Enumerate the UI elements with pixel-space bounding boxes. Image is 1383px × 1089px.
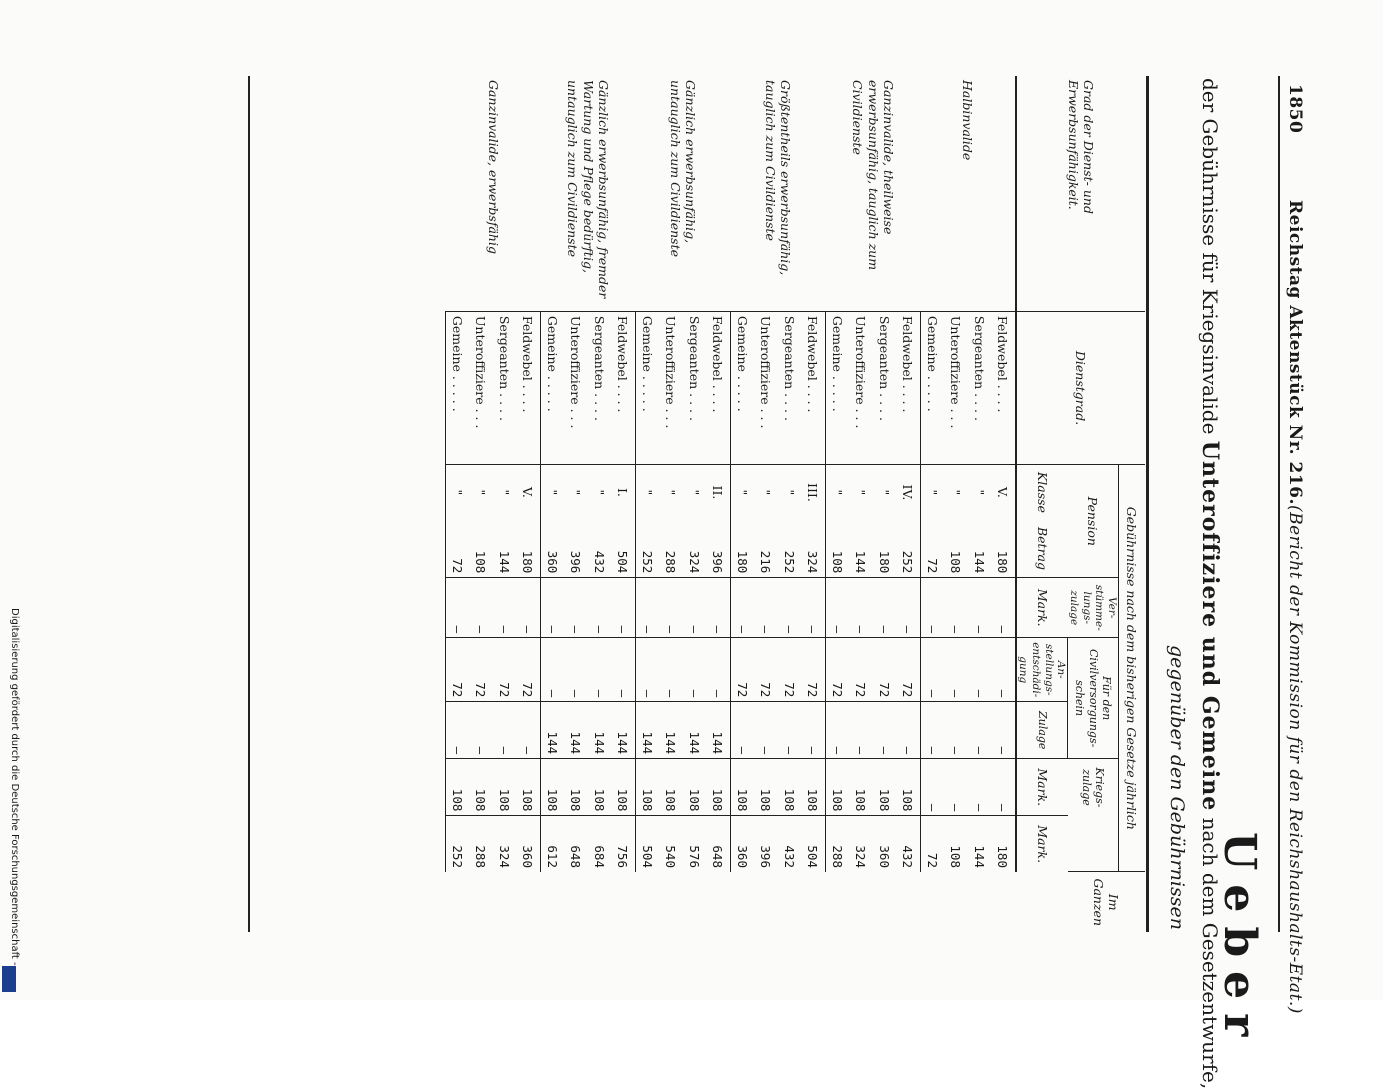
klasse-cell: " [687, 489, 702, 496]
grad-cell: Ganzinvalide, erwerbsfähig [445, 76, 540, 311]
header-grad: Grad der Dienst- und Erwerbsunfähigkeit. [1016, 76, 1145, 311]
betrag-cell: 108 [948, 550, 964, 574]
betrag-cell: 432 [592, 550, 607, 574]
betrag-cell: 252 [635, 520, 659, 578]
verst-cell: — [778, 578, 802, 638]
rank-cell: Sergeanten . . . . [683, 311, 707, 464]
zulage-cell: — [754, 702, 778, 759]
zulage-cell: — [991, 702, 1016, 759]
ganzen-cell: 180 [991, 816, 1016, 872]
ganzen-cell: 648 [706, 816, 730, 872]
betrag-cell: 108 [473, 550, 489, 574]
betrag-cell: 360 [540, 520, 564, 578]
verst-cell: — [873, 578, 897, 638]
rank-cell: Gemeine . . . . . [635, 311, 659, 464]
verst-cell: — [730, 578, 754, 638]
verst-cell: — [944, 578, 968, 638]
verst-cell: — [588, 578, 612, 638]
pension-table [445, 76, 1145, 932]
ganzen-cell: 288 [469, 816, 493, 872]
krieg-cell: 108 [873, 759, 897, 816]
krieg-cell: 108 [611, 759, 635, 816]
anstell-cell: 72 [778, 638, 802, 702]
verst-cell: — [635, 578, 659, 638]
journal-reference: Reichstag Aktenstück Nr. 216. [1285, 200, 1305, 505]
krieg-cell: 108 [683, 759, 707, 816]
zulage-cell: — [968, 702, 992, 759]
zulage-cell: — [896, 702, 920, 759]
klasse-cell: IV. [900, 484, 916, 501]
krieg-cell: — [991, 759, 1016, 816]
anstell-cell: — [588, 638, 612, 702]
ganzen-cell: 288 [825, 816, 849, 872]
rank-cell: Gemeine . . . . . [825, 311, 849, 464]
krieg-cell: 108 [659, 759, 683, 816]
klasse-cell: V. [520, 487, 536, 498]
verst-cell: — [445, 578, 469, 638]
table-top-rule [1146, 76, 1149, 932]
rank-cell: Feldwebel . . . . [516, 311, 540, 464]
betrag-cell: 180 [520, 550, 536, 574]
ganzen-cell: 648 [564, 816, 588, 872]
krieg-cell: 108 [825, 759, 849, 816]
title-line-2-bold: Unteroffiziere und Gemeine [1197, 440, 1223, 812]
table-row [516, 76, 540, 932]
betrag-cell: 396 [568, 550, 584, 574]
anstell-cell: — [706, 638, 730, 702]
anstell-cell: 72 [849, 638, 873, 702]
page-number: 1850 [1285, 84, 1305, 134]
anstell-cell: — [968, 638, 992, 702]
grad-cell: Halbinvalide [920, 76, 1016, 311]
title-line-2 [1197, 78, 1223, 1089]
verst-cell: — [849, 578, 873, 638]
zulage-cell: — [730, 702, 754, 759]
krieg-cell: — [920, 759, 944, 816]
klasse-cell: " [445, 465, 469, 520]
anstell-cell: — [920, 638, 944, 702]
header-verst: Ver-stümme-lungs-zulage [1068, 578, 1119, 638]
verst-cell: — [659, 578, 683, 638]
klasse-cell: " [473, 489, 489, 496]
table-row [896, 76, 920, 932]
krieg-cell: 108 [706, 759, 730, 816]
verst-cell: — [469, 578, 493, 638]
grad-cell: Größtentheils erwerbsunfähig, tauglich zum Civildienste [730, 76, 825, 311]
rank-cell: Unteroffiziere . . . [944, 311, 968, 464]
zulage-cell: 144 [683, 702, 707, 759]
header-anstell: An-stellungs-entschädi-gung [1016, 638, 1068, 702]
zulage-cell: 144 [564, 702, 588, 759]
anstell-cell: — [611, 638, 635, 702]
verst-cell: — [493, 578, 517, 638]
zulage-cell: — [778, 702, 802, 759]
ganzen-cell: 612 [540, 816, 564, 872]
table-bottom-rule [248, 76, 250, 932]
anstell-cell: 72 [469, 638, 493, 702]
zulage-cell: 144 [635, 702, 659, 759]
verst-cell: — [801, 578, 825, 638]
betrag-cell: 396 [710, 550, 726, 574]
rank-cell: Unteroffiziere . . . [469, 311, 493, 464]
anstell-cell: 72 [825, 638, 849, 702]
verst-cell: — [991, 578, 1016, 638]
rank-cell: Feldwebel . . . . [706, 311, 730, 464]
betrag-cell: 324 [805, 550, 821, 574]
anstell-cell: — [991, 638, 1016, 702]
verst-cell: — [754, 578, 778, 638]
krieg-cell: 108 [469, 759, 493, 816]
anstell-cell: 72 [516, 638, 540, 702]
digitization-credit-text: Digitalisierung gefördert durch die Deutsche Forschungsgemeinschaft - [9, 608, 20, 966]
verst-cell: — [540, 578, 564, 638]
betrag-cell: 504 [615, 550, 631, 574]
ganzen-cell: 396 [754, 816, 778, 872]
table-row [991, 76, 1016, 932]
header-krieg: Kriegs-zulage [1068, 759, 1119, 816]
anstell-cell: — [944, 638, 968, 702]
header-zulage: Zulage [1016, 702, 1068, 759]
header-rank: Dienstgrad. [1016, 311, 1145, 464]
betrag-cell: 180 [877, 550, 892, 574]
verst-cell: — [564, 578, 588, 638]
ganzen-cell: 72 [920, 816, 944, 872]
krieg-cell: — [968, 759, 992, 816]
rank-cell: Sergeanten . . . . [588, 311, 612, 464]
title-line-2-prefix: der Gebührnisse für Kriegsinvalide [1198, 78, 1222, 435]
betrag-cell: 252 [782, 550, 797, 574]
krieg-cell: 108 [564, 759, 588, 816]
ganzen-cell: 360 [516, 816, 540, 872]
krieg-cell: 108 [754, 759, 778, 816]
zulage-cell: 144 [611, 702, 635, 759]
header-context: (Bericht der Kommission für den Reichshaushalts-Etat.) [1285, 505, 1305, 1014]
title-line-3: gegenüber den Gebührnissen [1166, 645, 1188, 930]
rank-cell: Feldwebel . . . . [991, 311, 1016, 464]
anstell-cell: — [659, 638, 683, 702]
zulage-cell: — [516, 702, 540, 759]
grad-cell: Ganzinvalide, theilweise erwerbsunfähig, tauglich zum Civildienste [825, 76, 920, 311]
ganzen-cell: 252 [445, 816, 469, 872]
klasse-cell: " [920, 465, 944, 520]
betrag-cell: 144 [853, 550, 869, 574]
ganzen-cell: 432 [778, 816, 802, 872]
anstell-cell: 72 [873, 638, 897, 702]
zulage-cell: — [801, 702, 825, 759]
verst-cell: — [706, 578, 730, 638]
ganzen-cell: 360 [730, 816, 754, 872]
zulage-cell: 144 [659, 702, 683, 759]
header-klasse: Klasse [1016, 465, 1068, 520]
header-pension: Pension [1085, 496, 1101, 546]
rank-cell: Unteroffiziere . . . [659, 311, 683, 464]
zulage-cell: — [920, 702, 944, 759]
rank-cell: Gemeine . . . . . [540, 311, 564, 464]
ganzen-cell: 504 [635, 816, 659, 872]
betrag-cell: 108 [825, 520, 849, 578]
rank-cell: Feldwebel . . . . [896, 311, 920, 464]
krieg-cell: 108 [445, 759, 469, 816]
grad-cell: Gänzlich erwerbsunfähig, untauglich zum Civildienste [635, 76, 730, 311]
table-row [801, 76, 825, 932]
table-body [445, 76, 1016, 932]
krieg-cell: 108 [730, 759, 754, 816]
rank-cell: Sergeanten . . . . [493, 311, 517, 464]
betrag-cell: 144 [972, 550, 987, 574]
rank-cell: Gemeine . . . . . [730, 311, 754, 464]
klasse-cell: " [635, 465, 659, 520]
ganzen-cell: 756 [611, 816, 635, 872]
rank-cell: Unteroffiziere . . . [849, 311, 873, 464]
betrag-cell: 288 [663, 550, 679, 574]
betrag-cell: 180 [730, 520, 754, 578]
rank-cell: Feldwebel . . . . [801, 311, 825, 464]
verst-cell: — [611, 578, 635, 638]
klasse-cell: II. [710, 485, 726, 500]
verst-cell: — [825, 578, 849, 638]
unit-verst: Mark. [1016, 578, 1068, 638]
zulage-cell: 144 [540, 702, 564, 759]
verst-cell: — [920, 578, 944, 638]
krieg-cell: 108 [849, 759, 873, 816]
klasse-cell: " [825, 465, 849, 520]
rank-cell: Gemeine . . . . . [920, 311, 944, 464]
zulage-cell: — [493, 702, 517, 759]
zulage-cell: — [873, 702, 897, 759]
rank-cell: Gemeine . . . . . [445, 311, 469, 464]
anstell-cell: — [540, 638, 564, 702]
zulage-cell: — [469, 702, 493, 759]
anstell-cell: — [564, 638, 588, 702]
klasse-cell: III. [805, 483, 821, 502]
ganzen-cell: 324 [493, 816, 517, 872]
anstell-cell: — [635, 638, 659, 702]
rank-cell: Unteroffiziere . . . [754, 311, 778, 464]
krieg-cell: — [944, 759, 968, 816]
table-row [706, 76, 730, 932]
header-zivil: Für den Civilversorgungs-schein [1068, 638, 1119, 759]
rank-cell: Sergeanten . . . . [873, 311, 897, 464]
anstell-cell: 72 [493, 638, 517, 702]
ganzen-cell: 108 [944, 816, 968, 872]
grad-cell: Gänzlich erwerbsunfähig, fremder Wartung und Pflege bedürftig, untauglich zum Civildienste [540, 76, 635, 311]
krieg-cell: 108 [540, 759, 564, 816]
title-line-2-suffix: nach dem Gesetzentwurfe, [1198, 817, 1222, 1089]
klasse-cell: " [758, 489, 774, 496]
anstell-cell: 72 [896, 638, 920, 702]
anstell-cell: 72 [801, 638, 825, 702]
krieg-cell: 108 [635, 759, 659, 816]
zulage-cell: — [825, 702, 849, 759]
ganzen-cell: 432 [896, 816, 920, 872]
table-row [611, 76, 635, 932]
klasse-cell: " [730, 465, 754, 520]
betrag-cell: 72 [920, 520, 944, 578]
anstell-cell: 72 [445, 638, 469, 702]
klasse-cell: " [782, 489, 797, 496]
krieg-cell: 108 [493, 759, 517, 816]
krieg-cell: 108 [588, 759, 612, 816]
ganzen-cell: 324 [849, 816, 873, 872]
unit-krieg: Mark. [1016, 759, 1068, 816]
rank-cell: Sergeanten . . . . [968, 311, 992, 464]
krieg-cell: 108 [516, 759, 540, 816]
betrag-cell: 144 [497, 550, 512, 574]
verst-cell: — [896, 578, 920, 638]
klasse-cell: " [540, 465, 564, 520]
klasse-cell: " [972, 489, 987, 496]
header-group: Gebührnisse nach dem bisherigen Gesetze jährlich [1119, 465, 1146, 872]
zulage-cell: 144 [706, 702, 730, 759]
verst-cell: — [516, 578, 540, 638]
ganzen-cell: 144 [968, 816, 992, 872]
header-ganzen: Im Ganzen [1068, 872, 1145, 932]
ganzen-cell: 360 [873, 816, 897, 872]
rank-cell: Feldwebel . . . . [611, 311, 635, 464]
klasse-cell: V. [995, 487, 1011, 498]
zulage-cell: — [445, 702, 469, 759]
klasse-cell: " [568, 489, 584, 496]
zulage-cell: — [849, 702, 873, 759]
rank-cell: Unteroffiziere . . . [564, 311, 588, 464]
page-title: Ueber [1214, 832, 1265, 1051]
header-rule [1278, 76, 1280, 932]
klasse-cell: " [663, 489, 679, 496]
anstell-cell: 72 [730, 638, 754, 702]
anstell-cell: 72 [754, 638, 778, 702]
betrag-cell: 72 [445, 520, 469, 578]
unit-ganzen: Mark. [1016, 816, 1068, 872]
klasse-cell: " [853, 489, 869, 496]
klasse-cell: I. [615, 487, 631, 497]
krieg-cell: 108 [801, 759, 825, 816]
rank-cell: Sergeanten . . . . [778, 311, 802, 464]
klasse-cell: " [497, 489, 512, 496]
zulage-cell: — [944, 702, 968, 759]
header-betrag: Betrag [1016, 520, 1068, 578]
ganzen-cell: 576 [683, 816, 707, 872]
verst-cell: — [968, 578, 992, 638]
anstell-cell: — [683, 638, 707, 702]
verst-cell: — [683, 578, 707, 638]
ganzen-cell: 684 [588, 816, 612, 872]
betrag-cell: 180 [995, 550, 1011, 574]
betrag-cell: 324 [687, 550, 702, 574]
ganzen-cell: 540 [659, 816, 683, 872]
zulage-cell: 144 [588, 702, 612, 759]
klasse-cell: " [592, 489, 607, 496]
klasse-cell: " [948, 489, 964, 496]
krieg-cell: 108 [778, 759, 802, 816]
betrag-cell: 252 [900, 550, 916, 574]
klasse-cell: " [877, 489, 892, 496]
krieg-cell: 108 [896, 759, 920, 816]
betrag-cell: 216 [758, 550, 774, 574]
ganzen-cell: 504 [801, 816, 825, 872]
